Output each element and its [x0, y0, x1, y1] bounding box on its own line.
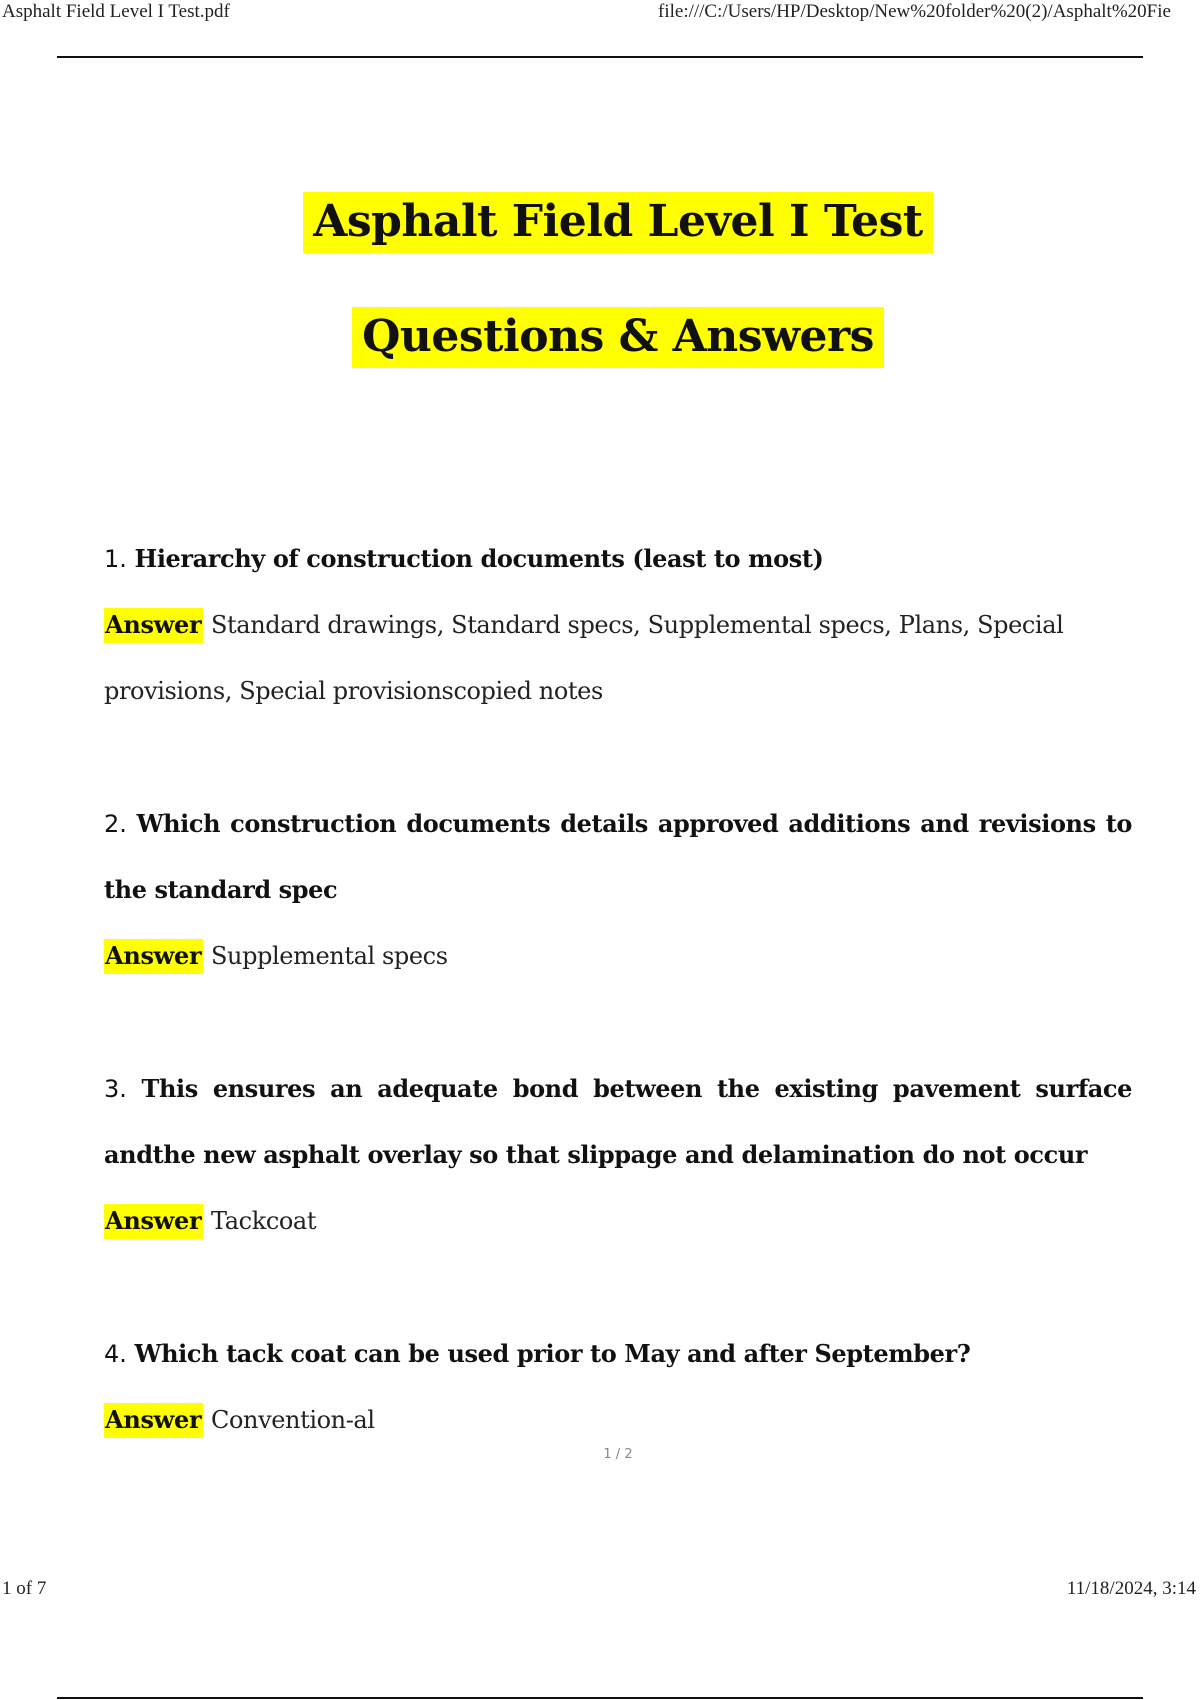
question-4 — [104, 1321, 1132, 1387]
answer-text: Supplemental specs — [211, 942, 448, 970]
question-number: 1. — [104, 545, 127, 573]
question-text: Which construction documents details approved additions and revisions to the standard spec — [104, 809, 1132, 904]
answer-1 — [104, 592, 1132, 724]
question-block-4 — [104, 1321, 1132, 1453]
answer-3 — [104, 1188, 1132, 1254]
answer-label: Answer — [104, 939, 203, 974]
answer-label: Answer — [104, 1204, 203, 1239]
question-block-2 — [104, 791, 1132, 989]
answer-2 — [104, 923, 1132, 989]
print-header-file-url: file:///C:/Users/HP/Desktop/New%20folder%20(2)/Asphalt%20Fie — [658, 1, 1171, 22]
question-text: Hierarchy of construction documents (least to most) — [134, 544, 824, 573]
page-indicator: 1 / 2 — [603, 1447, 633, 1462]
print-header — [0, 0, 1200, 26]
document-subtitle — [0, 311, 1200, 362]
document-title-line2: Questions & Answers — [352, 307, 884, 368]
question-number: 4. — [104, 1340, 127, 1368]
question-1 — [104, 526, 1132, 592]
answer-text: Tackcoat — [211, 1207, 317, 1235]
answer-text: Convention-al — [211, 1406, 375, 1434]
document-title — [0, 196, 1200, 247]
question-block-3 — [104, 1056, 1132, 1254]
answer-text: Standard drawings, Standard specs, Supplemental specs, Plans, Special provisions, Special provisionscopied notes — [104, 611, 1064, 705]
footer-divider — [57, 1697, 1143, 1699]
question-2 — [104, 791, 1132, 923]
question-3 — [104, 1056, 1132, 1188]
question-number: 2. — [104, 810, 127, 838]
print-footer-page-count: 1 of 7 — [2, 1578, 47, 1599]
question-text: This ensures an adequate bond between the existing pavement surface andthe new asphalt overlay so that slippage and delamination do not occur — [104, 1074, 1132, 1169]
document-title-line1: Asphalt Field Level I Test — [303, 192, 933, 253]
answer-label: Answer — [104, 608, 203, 643]
header-divider — [57, 56, 1143, 58]
question-text: Which tack coat can be used prior to May and after September? — [134, 1339, 971, 1368]
question-number: 3. — [104, 1075, 127, 1103]
answer-4 — [104, 1387, 1132, 1453]
print-footer-timestamp: 11/18/2024, 3:14 — [1066, 1578, 1196, 1599]
question-block-1 — [104, 526, 1132, 724]
answer-label: Answer — [104, 1403, 203, 1438]
print-header-file-title: Asphalt Field Level I Test.pdf — [2, 1, 230, 22]
